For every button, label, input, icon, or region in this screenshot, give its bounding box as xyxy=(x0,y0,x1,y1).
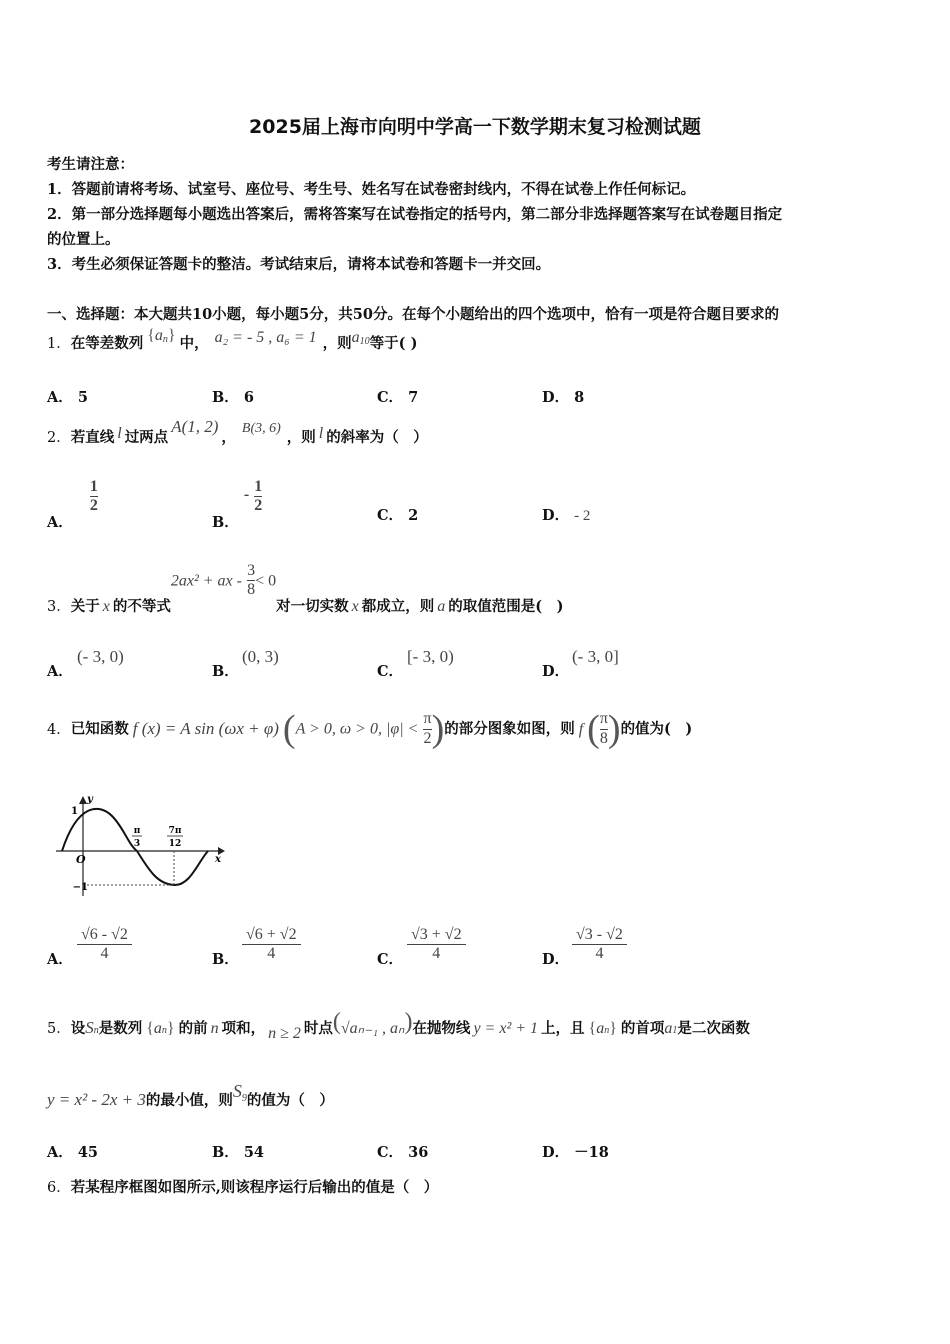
x-label: x xyxy=(215,854,221,865)
option-c[interactable]: C． 36 xyxy=(377,1144,429,1161)
option-d[interactable]: D． xyxy=(542,951,570,968)
option-b[interactable]: B． 6 xyxy=(212,389,254,406)
notice-heading: 考生请注意： xyxy=(47,156,134,173)
question-3: 3．关于 x 的不等式2ax² + ax - $\frac{3}{8}$ < 0对一切实数 x 都成立，则 a 的取值范围是( ) xyxy=(47,562,564,616)
inequality: 2ax² + ax - xyxy=(170,572,242,590)
quadratic-func: y = x² - 2x + 3 xyxy=(47,1090,146,1109)
point-a: A(1, 2) xyxy=(171,417,219,436)
option-a[interactable]: A． xyxy=(47,663,73,680)
section-heading: 一、选择题：本大题共10小题，每小题5分，共50分。在每个小题给出的四个选项中，恰有一项是符合题目要求的 xyxy=(47,306,779,323)
notice-item: 2．第一部分选择题每小题选出答案后，需将答案写在试卷指定的括号内，第二部分非选择题答案写在试卷题目指定 xyxy=(47,206,783,223)
option-c[interactable]: C． xyxy=(377,663,404,680)
option-a[interactable]: A． 45 xyxy=(47,1144,99,1161)
notice-item: 1．答题前请将考场、试室号、座位号、考生号、姓名写在试卷密封线内，不得在试卷上作任何标记。 xyxy=(47,181,696,198)
option-c[interactable]: C． 7 xyxy=(377,389,419,406)
question-number: 6． xyxy=(47,1180,71,1196)
x-tick2-den: 12 xyxy=(168,839,182,849)
page-title: 2025届上海市向明中学高一下数学期末复习检测试题 xyxy=(249,116,701,138)
question-1: 1．在等差数列 $\{a^n\}$ 中， a₂ = - 5 , a₆ = 1 ，则$a^{10}$等于( ) xyxy=(47,327,418,352)
y-label: y xyxy=(87,794,93,805)
x-tick1-num: π xyxy=(133,826,141,836)
math-seq: a xyxy=(154,327,163,344)
option-a[interactable]: A． xyxy=(47,951,73,968)
y-tick-bottom: −1 xyxy=(72,882,88,893)
option-a[interactable]: A． $\frac{1}{2}$ xyxy=(47,478,98,531)
y-axis-arrow xyxy=(79,796,87,804)
parabola: y = x² + 1 xyxy=(473,1020,539,1037)
option-d[interactable]: D． －18 xyxy=(542,1144,609,1161)
sine-graph xyxy=(50,792,230,900)
notice-item: 的位置上。 xyxy=(47,231,120,248)
x-tick2-num: 7π xyxy=(168,826,182,836)
x-tick1-den: 3 xyxy=(133,839,141,849)
option-b[interactable]: B． xyxy=(212,663,239,680)
option-d[interactable]: D． - 2 xyxy=(542,507,591,524)
notice-item: 3．考生必须保证答题卡的整洁。考试结束后，请将本试卷和答题卡一并交回。 xyxy=(47,256,551,273)
y-tick-top: 1 xyxy=(71,806,78,817)
point-expr: √aₙ₋₁ , aₙ xyxy=(340,1020,405,1037)
option-b[interactable]: B． xyxy=(212,951,239,968)
point-b: B(3, 6) xyxy=(241,421,281,436)
origin-label: O xyxy=(76,853,86,866)
question-4: 4．已知函数 f (x) = A sin (ωx + φ) (A > 0, ω > 0, |φ| < $\frac{\pi}{2}$ )的部分图象如图，则 f ( $\frac{\pi}{8}$ )的值为( ) xyxy=(47,708,693,750)
question-2: 2．若直线 l 过两点A(1, 2)，B(3, 6)，则 l 的斜率为（ ） xyxy=(47,417,428,446)
function-expr: f (x) = A sin (ωx + φ) xyxy=(132,718,279,738)
question-6: 6．若某程序框图如图所示,则该程序运行后输出的值是（ ） xyxy=(47,1179,439,1196)
function-condition: A > 0, ω > 0, |φ| < xyxy=(295,720,419,738)
question-5: 5．设Sn是数列 {an} 的前 n 项和， n ≥ 2 时点(√aₙ₋₁ , aₙ)在抛物线 y = x² + 1 上，且 {an} 的首项a1是二次函数 xyxy=(47,1009,750,1042)
option-b[interactable]: B． 54 xyxy=(212,1144,265,1161)
option-d[interactable]: D． 8 xyxy=(542,389,585,406)
question-number: 5． xyxy=(47,1021,71,1037)
math-condition: a₂ = - 5 , a₆ = 1 xyxy=(214,329,317,346)
question-5-line-2: y = x² - 2x + 3的最小值，则$S^9$的值为（ ） xyxy=(47,1081,334,1109)
question-number: 4． xyxy=(47,721,71,738)
option-d[interactable]: D． xyxy=(542,663,570,680)
option-a[interactable]: A． 5 xyxy=(47,389,88,406)
question-number: 1． xyxy=(47,336,71,352)
question-number: 3． xyxy=(47,599,71,616)
option-c[interactable]: C． xyxy=(377,951,404,968)
question-number: 2． xyxy=(47,430,71,446)
option-c[interactable]: C． 2 xyxy=(377,507,419,524)
option-b[interactable]: B． - $\frac{1}{2}$ xyxy=(212,478,263,531)
